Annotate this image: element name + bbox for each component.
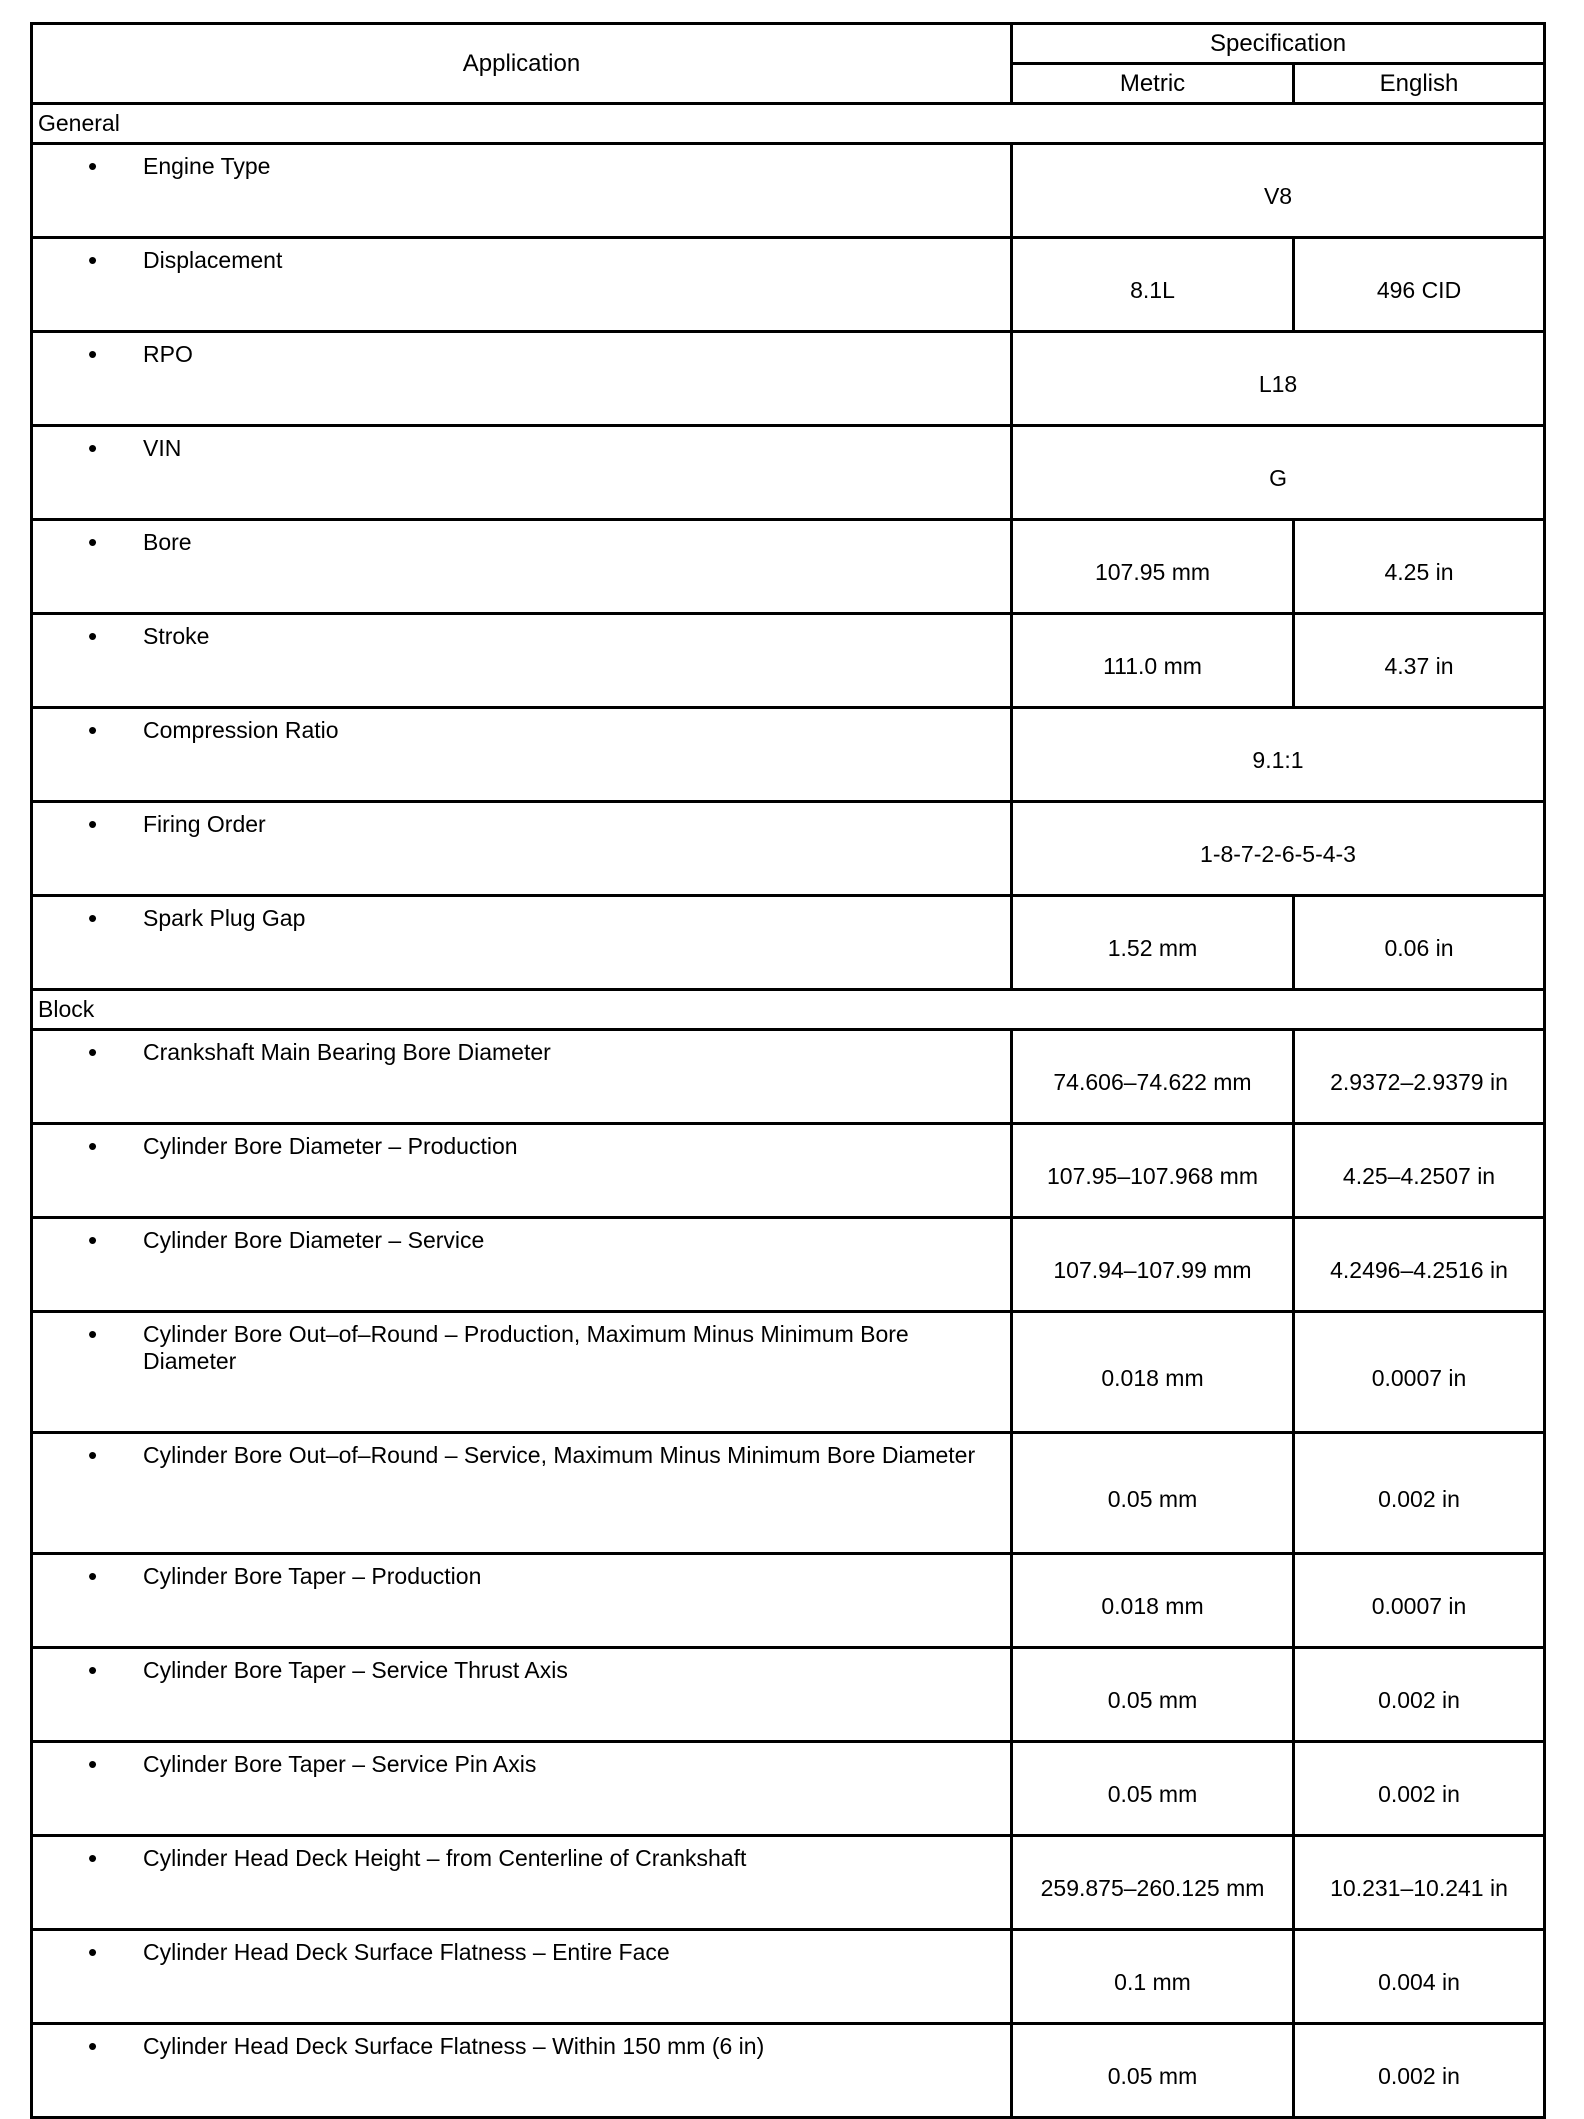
table-header bbox=[32, 24, 1545, 104]
header-english: English bbox=[1294, 64, 1545, 104]
english-value: 0.002 in bbox=[1294, 1648, 1545, 1742]
metric-value: 0.018 mm bbox=[1012, 1312, 1294, 1433]
english-value: 0.0007 in bbox=[1294, 1554, 1545, 1648]
metric-value: 74.606–74.622 mm bbox=[1012, 1030, 1294, 1124]
application-cell bbox=[32, 238, 1012, 332]
bullet-icon: • bbox=[88, 151, 98, 181]
metric-value: 1.52 mm bbox=[1012, 896, 1294, 990]
header-application: Application bbox=[32, 24, 1012, 104]
application-cell bbox=[32, 802, 1012, 896]
application-label: Displacement bbox=[143, 247, 283, 273]
english-value: 2.9372–2.9379 in bbox=[1294, 1030, 1545, 1124]
bullet-icon: • bbox=[88, 1749, 98, 1779]
application-label: Compression Ratio bbox=[143, 717, 339, 743]
english-value: 0.06 in bbox=[1294, 896, 1545, 990]
english-value: 0.002 in bbox=[1294, 1433, 1545, 1554]
bullet-icon: • bbox=[88, 1319, 98, 1349]
english-value: 4.37 in bbox=[1294, 614, 1545, 708]
table-row bbox=[32, 1554, 1545, 1648]
table-row bbox=[32, 332, 1545, 426]
header-specification: Specification bbox=[1012, 24, 1545, 64]
english-value: 4.25–4.2507 in bbox=[1294, 1124, 1545, 1218]
application-label: Cylinder Bore Diameter – Service bbox=[143, 1227, 485, 1253]
combined-value: 1-8-7-2-6-5-4-3 bbox=[1012, 802, 1545, 896]
application-cell bbox=[32, 1124, 1012, 1218]
english-value: 0.0007 in bbox=[1294, 1312, 1545, 1433]
bullet-icon: • bbox=[88, 1225, 98, 1255]
bullet-icon: • bbox=[88, 621, 98, 651]
specification-table bbox=[30, 22, 1546, 2119]
table-row bbox=[32, 1030, 1545, 1124]
application-cell bbox=[32, 1030, 1012, 1124]
application-cell bbox=[32, 332, 1012, 426]
bullet-icon: • bbox=[88, 1937, 98, 1967]
application-label: RPO bbox=[143, 341, 193, 367]
table-row bbox=[32, 708, 1545, 802]
table-row bbox=[32, 614, 1545, 708]
application-label: Cylinder Bore Out–of–Round – Service, Maximum Minus Minimum Bore Diameter bbox=[143, 1442, 976, 1468]
application-cell bbox=[32, 1742, 1012, 1836]
table-row bbox=[32, 896, 1545, 990]
bullet-icon: • bbox=[88, 1131, 98, 1161]
metric-value: 0.05 mm bbox=[1012, 1742, 1294, 1836]
application-cell bbox=[32, 144, 1012, 238]
table-row bbox=[32, 1312, 1545, 1433]
table-row bbox=[32, 1648, 1545, 1742]
bullet-icon: • bbox=[88, 1843, 98, 1873]
english-value: 0.002 in bbox=[1294, 1742, 1545, 1836]
bullet-icon: • bbox=[88, 1440, 98, 1470]
table-row bbox=[32, 1836, 1545, 1930]
combined-value: 9.1:1 bbox=[1012, 708, 1545, 802]
english-value: 496 CID bbox=[1294, 238, 1545, 332]
header-metric: Metric bbox=[1012, 64, 1294, 104]
bullet-icon: • bbox=[88, 1655, 98, 1685]
application-cell bbox=[32, 1218, 1012, 1312]
application-label: Cylinder Bore Diameter – Production bbox=[143, 1133, 518, 1159]
table-body bbox=[32, 104, 1545, 2118]
metric-value: 259.875–260.125 mm bbox=[1012, 1836, 1294, 1930]
table-row bbox=[32, 1742, 1545, 1836]
english-value: 0.002 in bbox=[1294, 2024, 1545, 2118]
bullet-icon: • bbox=[88, 339, 98, 369]
application-label: Stroke bbox=[143, 623, 210, 649]
english-value: 10.231–10.241 in bbox=[1294, 1836, 1545, 1930]
application-label: Crankshaft Main Bearing Bore Diameter bbox=[143, 1039, 551, 1065]
bullet-icon: • bbox=[88, 245, 98, 275]
application-label: Cylinder Head Deck Height – from Centerline of Crankshaft bbox=[143, 1845, 747, 1871]
application-cell bbox=[32, 1648, 1012, 1742]
combined-value: V8 bbox=[1012, 144, 1545, 238]
metric-value: 0.018 mm bbox=[1012, 1554, 1294, 1648]
metric-value: 107.94–107.99 mm bbox=[1012, 1218, 1294, 1312]
application-cell bbox=[32, 708, 1012, 802]
bullet-icon: • bbox=[88, 1561, 98, 1591]
combined-value: G bbox=[1012, 426, 1545, 520]
section-header-row bbox=[32, 104, 1545, 144]
bullet-icon: • bbox=[88, 433, 98, 463]
section-header-row bbox=[32, 990, 1545, 1030]
application-label: Bore bbox=[143, 529, 192, 555]
application-label: VIN bbox=[143, 435, 182, 461]
table-row bbox=[32, 520, 1545, 614]
table-row bbox=[32, 1930, 1545, 2024]
application-cell bbox=[32, 1836, 1012, 1930]
english-value: 0.004 in bbox=[1294, 1930, 1545, 2024]
application-label: Cylinder Head Deck Surface Flatness – Within 150 mm (6 in) bbox=[143, 2033, 765, 2059]
table-row bbox=[32, 1124, 1545, 1218]
application-cell bbox=[32, 520, 1012, 614]
metric-value: 0.05 mm bbox=[1012, 1648, 1294, 1742]
table-row bbox=[32, 1433, 1545, 1554]
table-row bbox=[32, 2024, 1545, 2118]
application-cell bbox=[32, 614, 1012, 708]
application-cell bbox=[32, 426, 1012, 520]
metric-value: 0.05 mm bbox=[1012, 2024, 1294, 2118]
table-row bbox=[32, 144, 1545, 238]
section-title: Block bbox=[32, 990, 1545, 1030]
application-label: Cylinder Bore Taper – Service Pin Axis bbox=[143, 1751, 537, 1777]
application-label: Firing Order bbox=[143, 811, 266, 837]
section-title: General bbox=[32, 104, 1545, 144]
bullet-icon: • bbox=[88, 903, 98, 933]
application-label: Spark Plug Gap bbox=[143, 905, 306, 931]
metric-value: 8.1L bbox=[1012, 238, 1294, 332]
table-row bbox=[32, 238, 1545, 332]
bullet-icon: • bbox=[88, 715, 98, 745]
english-value: 4.25 in bbox=[1294, 520, 1545, 614]
application-label: Cylinder Bore Taper – Service Thrust Axis bbox=[143, 1657, 568, 1683]
metric-value: 107.95 mm bbox=[1012, 520, 1294, 614]
table-row bbox=[32, 426, 1545, 520]
table-row bbox=[32, 802, 1545, 896]
bullet-icon: • bbox=[88, 809, 98, 839]
application-label: Engine Type bbox=[143, 153, 271, 179]
application-cell bbox=[32, 1312, 1012, 1433]
application-cell bbox=[32, 1554, 1012, 1648]
combined-value: L18 bbox=[1012, 332, 1545, 426]
application-cell bbox=[32, 896, 1012, 990]
metric-value: 0.1 mm bbox=[1012, 1930, 1294, 2024]
english-value: 4.2496–4.2516 in bbox=[1294, 1218, 1545, 1312]
bullet-icon: • bbox=[88, 1037, 98, 1067]
table-row bbox=[32, 1218, 1545, 1312]
bullet-icon: • bbox=[88, 2031, 98, 2061]
application-cell bbox=[32, 1930, 1012, 2024]
application-cell bbox=[32, 2024, 1012, 2118]
application-label: Cylinder Bore Out–of–Round – Production, Maximum Minus Minimum Bore Diameter bbox=[143, 1321, 909, 1374]
bullet-icon: • bbox=[88, 527, 98, 557]
application-cell bbox=[32, 1433, 1012, 1554]
application-label: Cylinder Head Deck Surface Flatness – Entire Face bbox=[143, 1939, 670, 1965]
metric-value: 111.0 mm bbox=[1012, 614, 1294, 708]
metric-value: 107.95–107.968 mm bbox=[1012, 1124, 1294, 1218]
application-label: Cylinder Bore Taper – Production bbox=[143, 1563, 482, 1589]
metric-value: 0.05 mm bbox=[1012, 1433, 1294, 1554]
